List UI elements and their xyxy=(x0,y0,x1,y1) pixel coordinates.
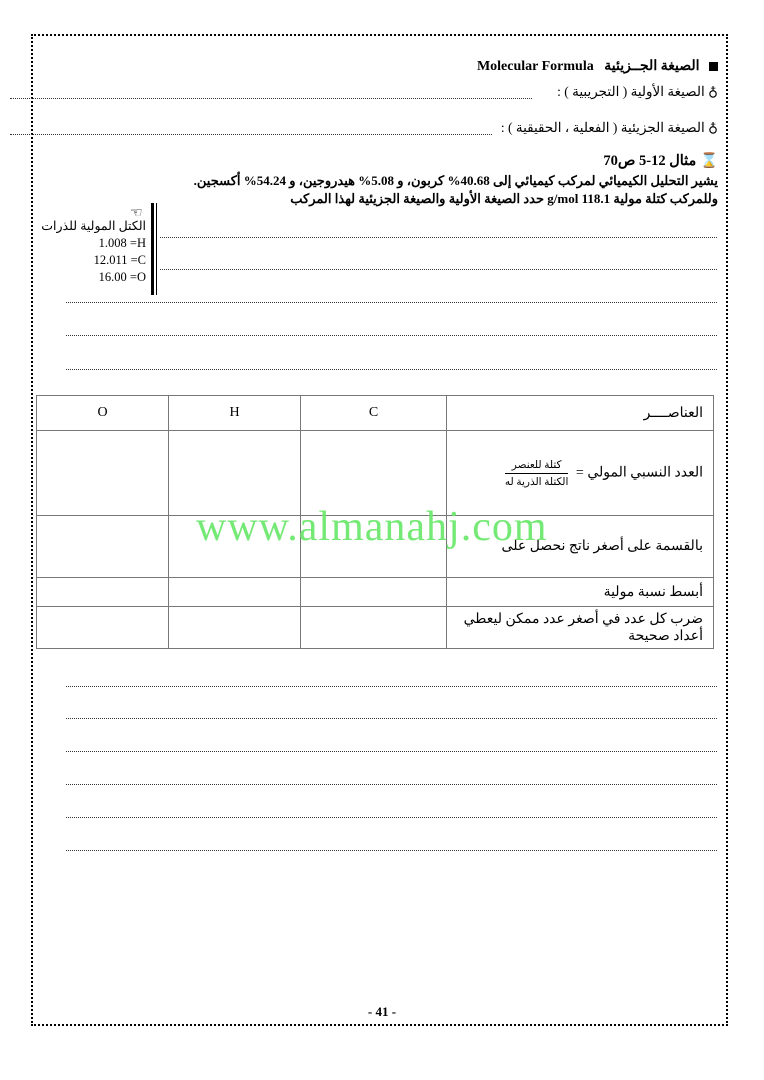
table-header-row xyxy=(37,396,714,431)
answer-cell[interactable] xyxy=(169,578,301,607)
answer-line[interactable] xyxy=(66,302,717,303)
row-label-divide: بالقسمة على أصغر ناتج نحصل على xyxy=(447,516,714,578)
table-row xyxy=(37,578,714,607)
bullet-icon: ♁ xyxy=(708,84,718,99)
answer-line[interactable] xyxy=(160,237,717,238)
molecular-formula-prompt xyxy=(501,120,718,136)
bullet-icon: ♁ xyxy=(708,120,718,135)
answer-line[interactable] xyxy=(66,751,717,752)
empirical-formula-label: الصيغة الأولية ( التجريبية ) : xyxy=(557,84,705,99)
square-bullet-icon xyxy=(709,62,718,71)
example-title xyxy=(603,152,718,170)
header-hydrogen: H xyxy=(169,396,301,431)
molar-masses-box xyxy=(14,218,146,286)
header-carbon: C xyxy=(301,396,447,431)
answer-line[interactable] xyxy=(66,817,717,818)
answer-line[interactable] xyxy=(66,686,717,687)
answer-line[interactable] xyxy=(160,269,717,270)
example-line-2: وللمركب كتلة مولية 118.1 g/mol حدد الصيغة الأولية والصيغة الجزيئية لهذا المركب xyxy=(290,191,718,206)
answer-line[interactable] xyxy=(66,335,717,336)
heading-arabic: الصيغة الجــزيئية xyxy=(604,59,700,74)
answer-cell[interactable] xyxy=(37,516,169,578)
answer-cell[interactable] xyxy=(301,607,447,649)
heading-english: Molecular Formula xyxy=(476,59,594,74)
fraction-numerator: كتلة للعنصر xyxy=(505,459,569,474)
answer-cell[interactable] xyxy=(37,431,169,516)
pointing-hand-icon: ☜ xyxy=(130,206,143,221)
header-oxygen: O xyxy=(37,396,169,431)
watermark: www.almanahj.com xyxy=(196,504,548,550)
answer-line[interactable] xyxy=(66,784,717,785)
fraction-denominator: الكتلة الذرية له xyxy=(504,476,569,488)
answer-cell[interactable] xyxy=(37,578,169,607)
answer-cell[interactable] xyxy=(169,607,301,649)
hourglass-icon: ⌛ xyxy=(699,153,718,169)
divider xyxy=(151,203,154,295)
molecular-formula-label: الصيغة الجزيئية ( الفعلية ، الحقيقية ) : xyxy=(500,120,705,135)
divider xyxy=(156,203,157,295)
page-number: - 41 - xyxy=(367,1004,397,1019)
header-elements: العناصــــر xyxy=(447,396,714,431)
answer-line[interactable] xyxy=(10,134,492,135)
table-row xyxy=(37,607,714,649)
answer-line[interactable] xyxy=(10,98,532,99)
answer-line[interactable] xyxy=(66,369,717,370)
answer-line[interactable] xyxy=(66,718,717,719)
molar-mass-item: 16.00 =O xyxy=(98,270,146,284)
row-label-simplest-ratio: أبسط نسبة مولية xyxy=(447,578,714,607)
fraction xyxy=(505,459,569,488)
answer-cell[interactable] xyxy=(301,578,447,607)
molar-masses-title: الكتل المولية للذرات xyxy=(41,219,146,233)
empirical-formula-prompt xyxy=(557,84,718,100)
answer-line[interactable] xyxy=(66,850,717,851)
section-heading xyxy=(477,58,718,75)
row-label-multiply: ضرب كل عدد في أصغر عدد ممكن ليعطي أعداد صحيحة xyxy=(447,607,714,649)
example-title-text: مثال 12-5 ص70 xyxy=(603,153,697,169)
molar-mass-item: 12.011 =C xyxy=(93,253,146,267)
mole-ratio-label: العدد النسبي المولي = xyxy=(575,465,703,481)
molar-mass-item: 1.008 =H xyxy=(98,236,146,250)
answer-cell[interactable] xyxy=(37,607,169,649)
example-line-1: يشير التحليل الكيميائي لمركب كيميائي إلى 40.68% كربون، و 5.08% هيدروجين، و 54.24% أكسجين. xyxy=(193,173,718,188)
